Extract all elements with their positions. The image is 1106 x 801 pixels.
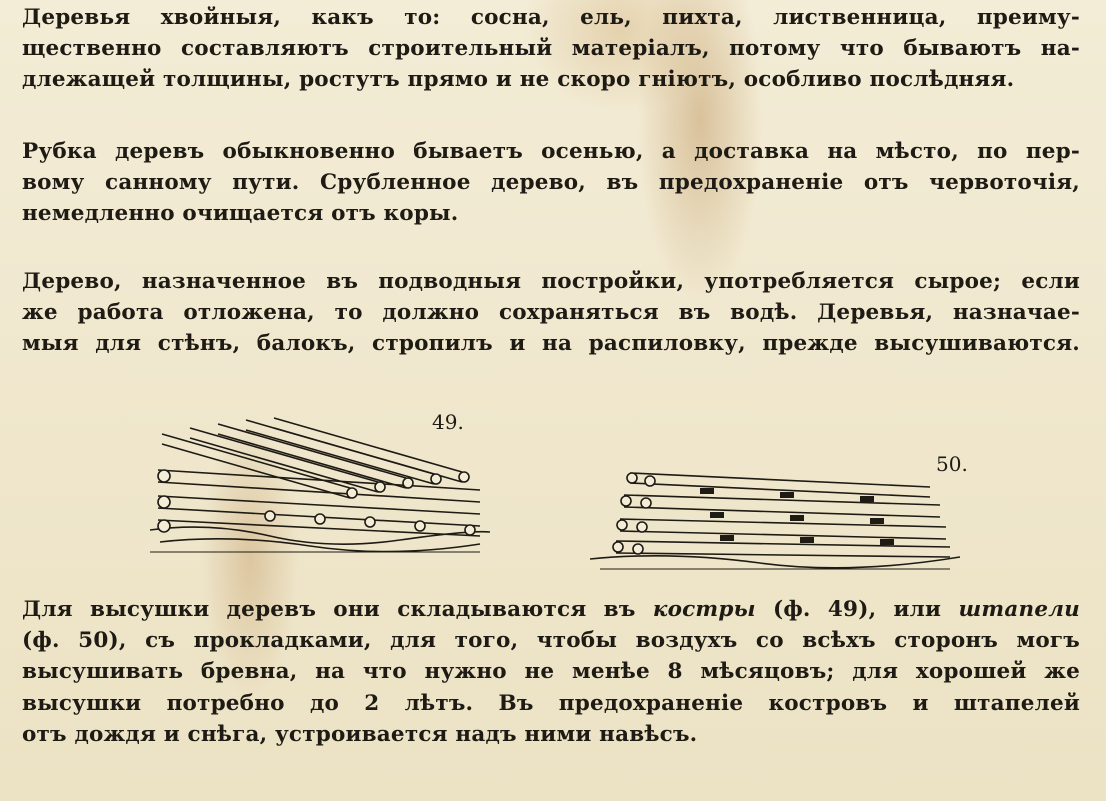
text-line: щественно составляютъ строительный матеріалъ, потому что бываютъ на- [22, 36, 1080, 62]
text-line: Рубка деревъ обыкновенно бываетъ осенью, а доставка на мѣсто, по пер- [22, 139, 1080, 164]
text-line: Деревья хвойныя, какъ то: сосна, ель, пихта, лиственница, преиму- [22, 5, 1080, 30]
text-line: отъ дождя и снѣга, устроивается надъ ними навѣсъ. [22, 721, 698, 747]
text-fragment: Для высушки деревъ они складываются въ [22, 597, 653, 622]
text-line: Дерево, назначенное въ подводныя постройки, употребляется сырое; если [22, 269, 1080, 294]
figure-49-label: 49. [432, 410, 464, 434]
text-line: (ф. 50), съ прокладками, для того, чтобы воздухъ со всѣхъ сторонъ могъ [22, 628, 1080, 654]
text-line: мыя для стѣнъ, балокъ, стропилъ и на распиловку, прежде высушиваются. [22, 331, 1080, 357]
text-line: длежащей толщины, ростутъ прямо и не скоро гніютъ, особливо послѣдняя. [22, 67, 1015, 93]
text-line: вому санному пути. Срубленное дерево, въ предохраненіе отъ червоточія, [22, 170, 1080, 196]
term-shtapeli: штапели [958, 597, 1080, 622]
figure-50-log-stack [590, 455, 960, 575]
paragraph-underwater-wood [22, 266, 1080, 360]
paragraph-felling [22, 136, 1080, 230]
figure-50-label: 50. [936, 452, 968, 476]
text-fragment: (ф. 49), или [755, 597, 959, 622]
text-line: высушки потребно до 2 лѣтъ. Въ предохраненіе костровъ и штапелей [22, 690, 1080, 716]
paragraph-conifer-trees [22, 2, 1080, 96]
text-line: немедленно очищается отъ коры. [22, 201, 459, 227]
paragraph-drying [22, 594, 1080, 750]
text-line: же работа отложена, то должно сохраняться въ водѣ. Деревья, назначае- [22, 300, 1080, 326]
term-kostry: костры [652, 597, 756, 622]
text-line [22, 594, 1080, 625]
text-line: высушивать бревна, на что нужно не менѣе 8 мѣсяцовъ; для хорошей же [22, 659, 1080, 685]
